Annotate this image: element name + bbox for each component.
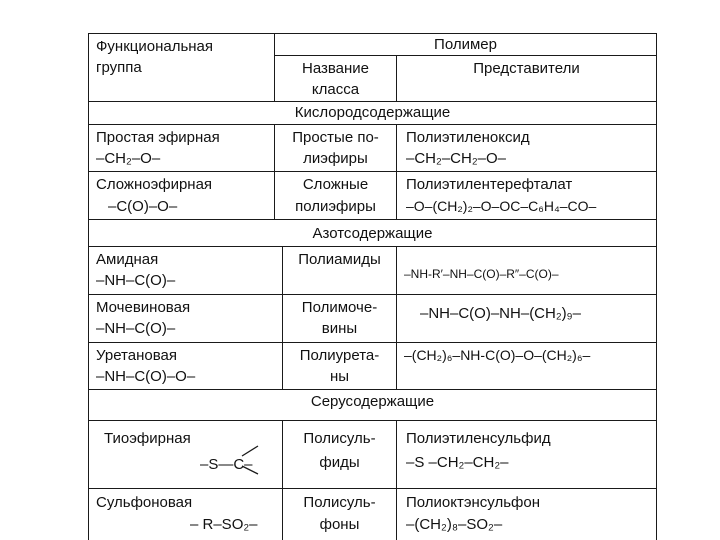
header-group-label-1: Функциональная	[96, 38, 214, 55]
row-urea-group-name: Мочевиновая	[96, 299, 191, 316]
row-thioether-class-2: фиды	[319, 454, 360, 471]
row-divider-1	[88, 171, 657, 172]
row-sulfone-rep-name: Полиоктэнсульфон	[406, 494, 541, 511]
row-ether-class-1: Простые по-	[292, 129, 379, 146]
row-thioether-rep-formula: –S –CH₂–CH₂–	[406, 454, 509, 471]
row-urethane-class-1: Полиурета-	[299, 347, 380, 364]
row-ester-rep-name: Полиэтилентерефталат	[406, 176, 573, 193]
row-sulfone-group-name: Сульфоновая	[96, 494, 193, 511]
row-urethane-rep-formula: –(CH₂)₆–NH-C(O)–O–(CH₂)₆–	[404, 347, 591, 363]
row-urethane-class-2: ны	[329, 368, 350, 385]
section-oxygen-line	[88, 124, 657, 125]
row-ether-group-name: Простая эфирная	[96, 129, 220, 146]
row-ether-group-formula: –CH₂–O–	[96, 150, 161, 167]
row-divider-4	[88, 342, 657, 343]
row-divider-2	[88, 219, 657, 220]
row-thioether-group-formula: –S—C–	[200, 456, 253, 473]
row-thioether-class-1: Полисуль-	[303, 430, 376, 447]
row-thioether-group-name: Тиоэфирная	[104, 430, 191, 447]
table-right-border	[656, 33, 657, 540]
row-divider-6	[88, 488, 657, 489]
header-polymer-label: Полимер	[434, 36, 497, 53]
row-ether-class-2: лиэфиры	[303, 150, 368, 167]
row-ester-group-name: Сложноэфирная	[96, 176, 213, 193]
row-thioether-rep-name: Полиэтиленсульфид	[406, 430, 551, 447]
row-ester-group-formula: –C(O)–O–	[108, 198, 178, 215]
row-ether-rep-name: Полиэтиленоксид	[406, 129, 530, 146]
row-divider-3	[88, 294, 657, 295]
row-ester-rep-formula: –O–(CH₂)₂–O–OC–C₆H₄–CO–	[406, 198, 597, 214]
row-urethane-group-name: Уретановая	[96, 347, 177, 364]
col-divider-class-oxygen	[396, 124, 397, 219]
section-oxygen-heading: Кислородсодержащие	[294, 104, 451, 121]
header-class-label-2: класса	[311, 81, 360, 98]
row-sulfone-class-1: Полисуль-	[303, 494, 376, 511]
col-divider-class-nitrogen	[396, 246, 397, 389]
col-divider-class-sulfur	[396, 420, 397, 540]
row-amide-group-name: Амидная	[96, 251, 159, 268]
row-ester-class-2: полиэфиры	[295, 198, 376, 215]
row-urethane-group-formula: –NH–C(O)–O–	[96, 368, 196, 385]
row-sulfone-class-2: фоны	[319, 516, 360, 533]
row-ester-class-1: Сложные	[302, 176, 369, 193]
row-amide-group-formula: –NH–C(O)–	[96, 272, 176, 289]
row-amide-rep-formula: –NH-R′–NH–C(O)–R″–C(O)–	[404, 267, 559, 281]
header-class-label-1: Название	[301, 60, 370, 77]
row-urea-class-2: вины	[321, 320, 358, 337]
row-urea-group-formula: –NH–C(O)–	[96, 320, 176, 337]
section-sulfur-line	[88, 420, 657, 421]
header-divider	[274, 55, 657, 56]
section-sulfur-heading: Серусодержащие	[310, 393, 435, 410]
row-sulfone-group-formula: – R–SO₂–	[190, 516, 258, 533]
row-ether-rep-formula: –CH₂–CH₂–O–	[406, 150, 507, 167]
section-nitrogen-line	[88, 246, 657, 247]
header-group-label-2: группа	[96, 59, 142, 76]
header-representatives-label: Представители	[473, 60, 580, 77]
thioether-bond-lines	[228, 440, 268, 480]
row-amide-class-1: Полиамиды	[298, 251, 381, 268]
row-urea-class-1: Полимоче-	[301, 299, 378, 316]
row-urea-rep-formula: –NH–C(O)–NH–(CH₂)₉–	[420, 305, 581, 322]
row-sulfone-rep-formula: –(CH₂)₈–SO₂–	[406, 516, 503, 533]
section-nitrogen-heading: Азотсодержащие	[312, 225, 433, 242]
row-divider-5	[88, 389, 657, 390]
